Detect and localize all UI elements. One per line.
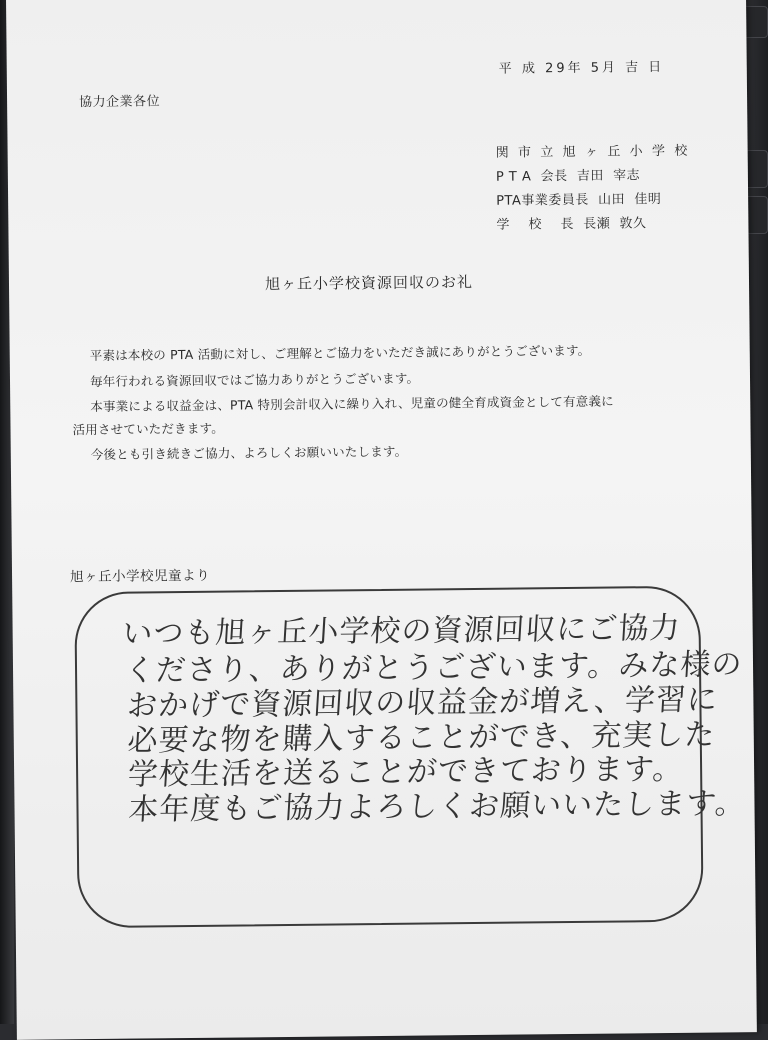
body-paragraph-line: 平素は本校の PTA 活動に対し、ご理解とご協力をいただき誠にありがとうございます。 [89,342,591,364]
letter-paper [6,0,757,1040]
addressee: 協力企業各位 [79,94,161,111]
handwritten-line: 本年度もご協力よろしくお願いいたします。 [127,786,747,828]
handwritten-line: 学校生活を送ることができております。 [126,751,685,793]
handwritten-line: 必要な物を購入することができ、充実した [126,717,717,759]
body-paragraph-line: 本事業による収益金は、PTA 特別会計収入に繰り入れ、児童の健全育成資金として有意義に [90,393,614,415]
letter-date: 平 成 29年 5月 吉 日 [498,59,665,77]
sender-committee-chair: PTA事業委員長 山田 佳明 [496,192,662,209]
handwritten-line: おかげで資源回収の収益金が増え、学習に [126,682,719,724]
body-paragraph-line: 毎年行われる資源回収ではご協力ありがとうございます。 [89,370,420,390]
handwritten-line: いつも旭ヶ丘小学校の資源回収にご協力 [121,610,682,652]
body-paragraph-line: 今後とも引き続きご協力、よろしくお願いいたします。 [90,443,408,463]
body-paragraph-line: 活用させていただきます。 [72,420,225,438]
sender-pta-president: P T A 会長 吉田 宰志 [495,168,641,185]
children-message-heading: 旭ヶ丘小学校児童より [69,567,211,586]
sender-school: 関 市 立 旭 ヶ 丘 小 学 校 [495,143,690,161]
handwritten-line: くださり、ありがとうございます。みな様の [123,647,744,689]
letter-title: 旭ヶ丘小学校資源回収のお礼 [264,273,474,294]
sender-principal: 学 校 長 長瀬 敦久 [496,216,647,233]
